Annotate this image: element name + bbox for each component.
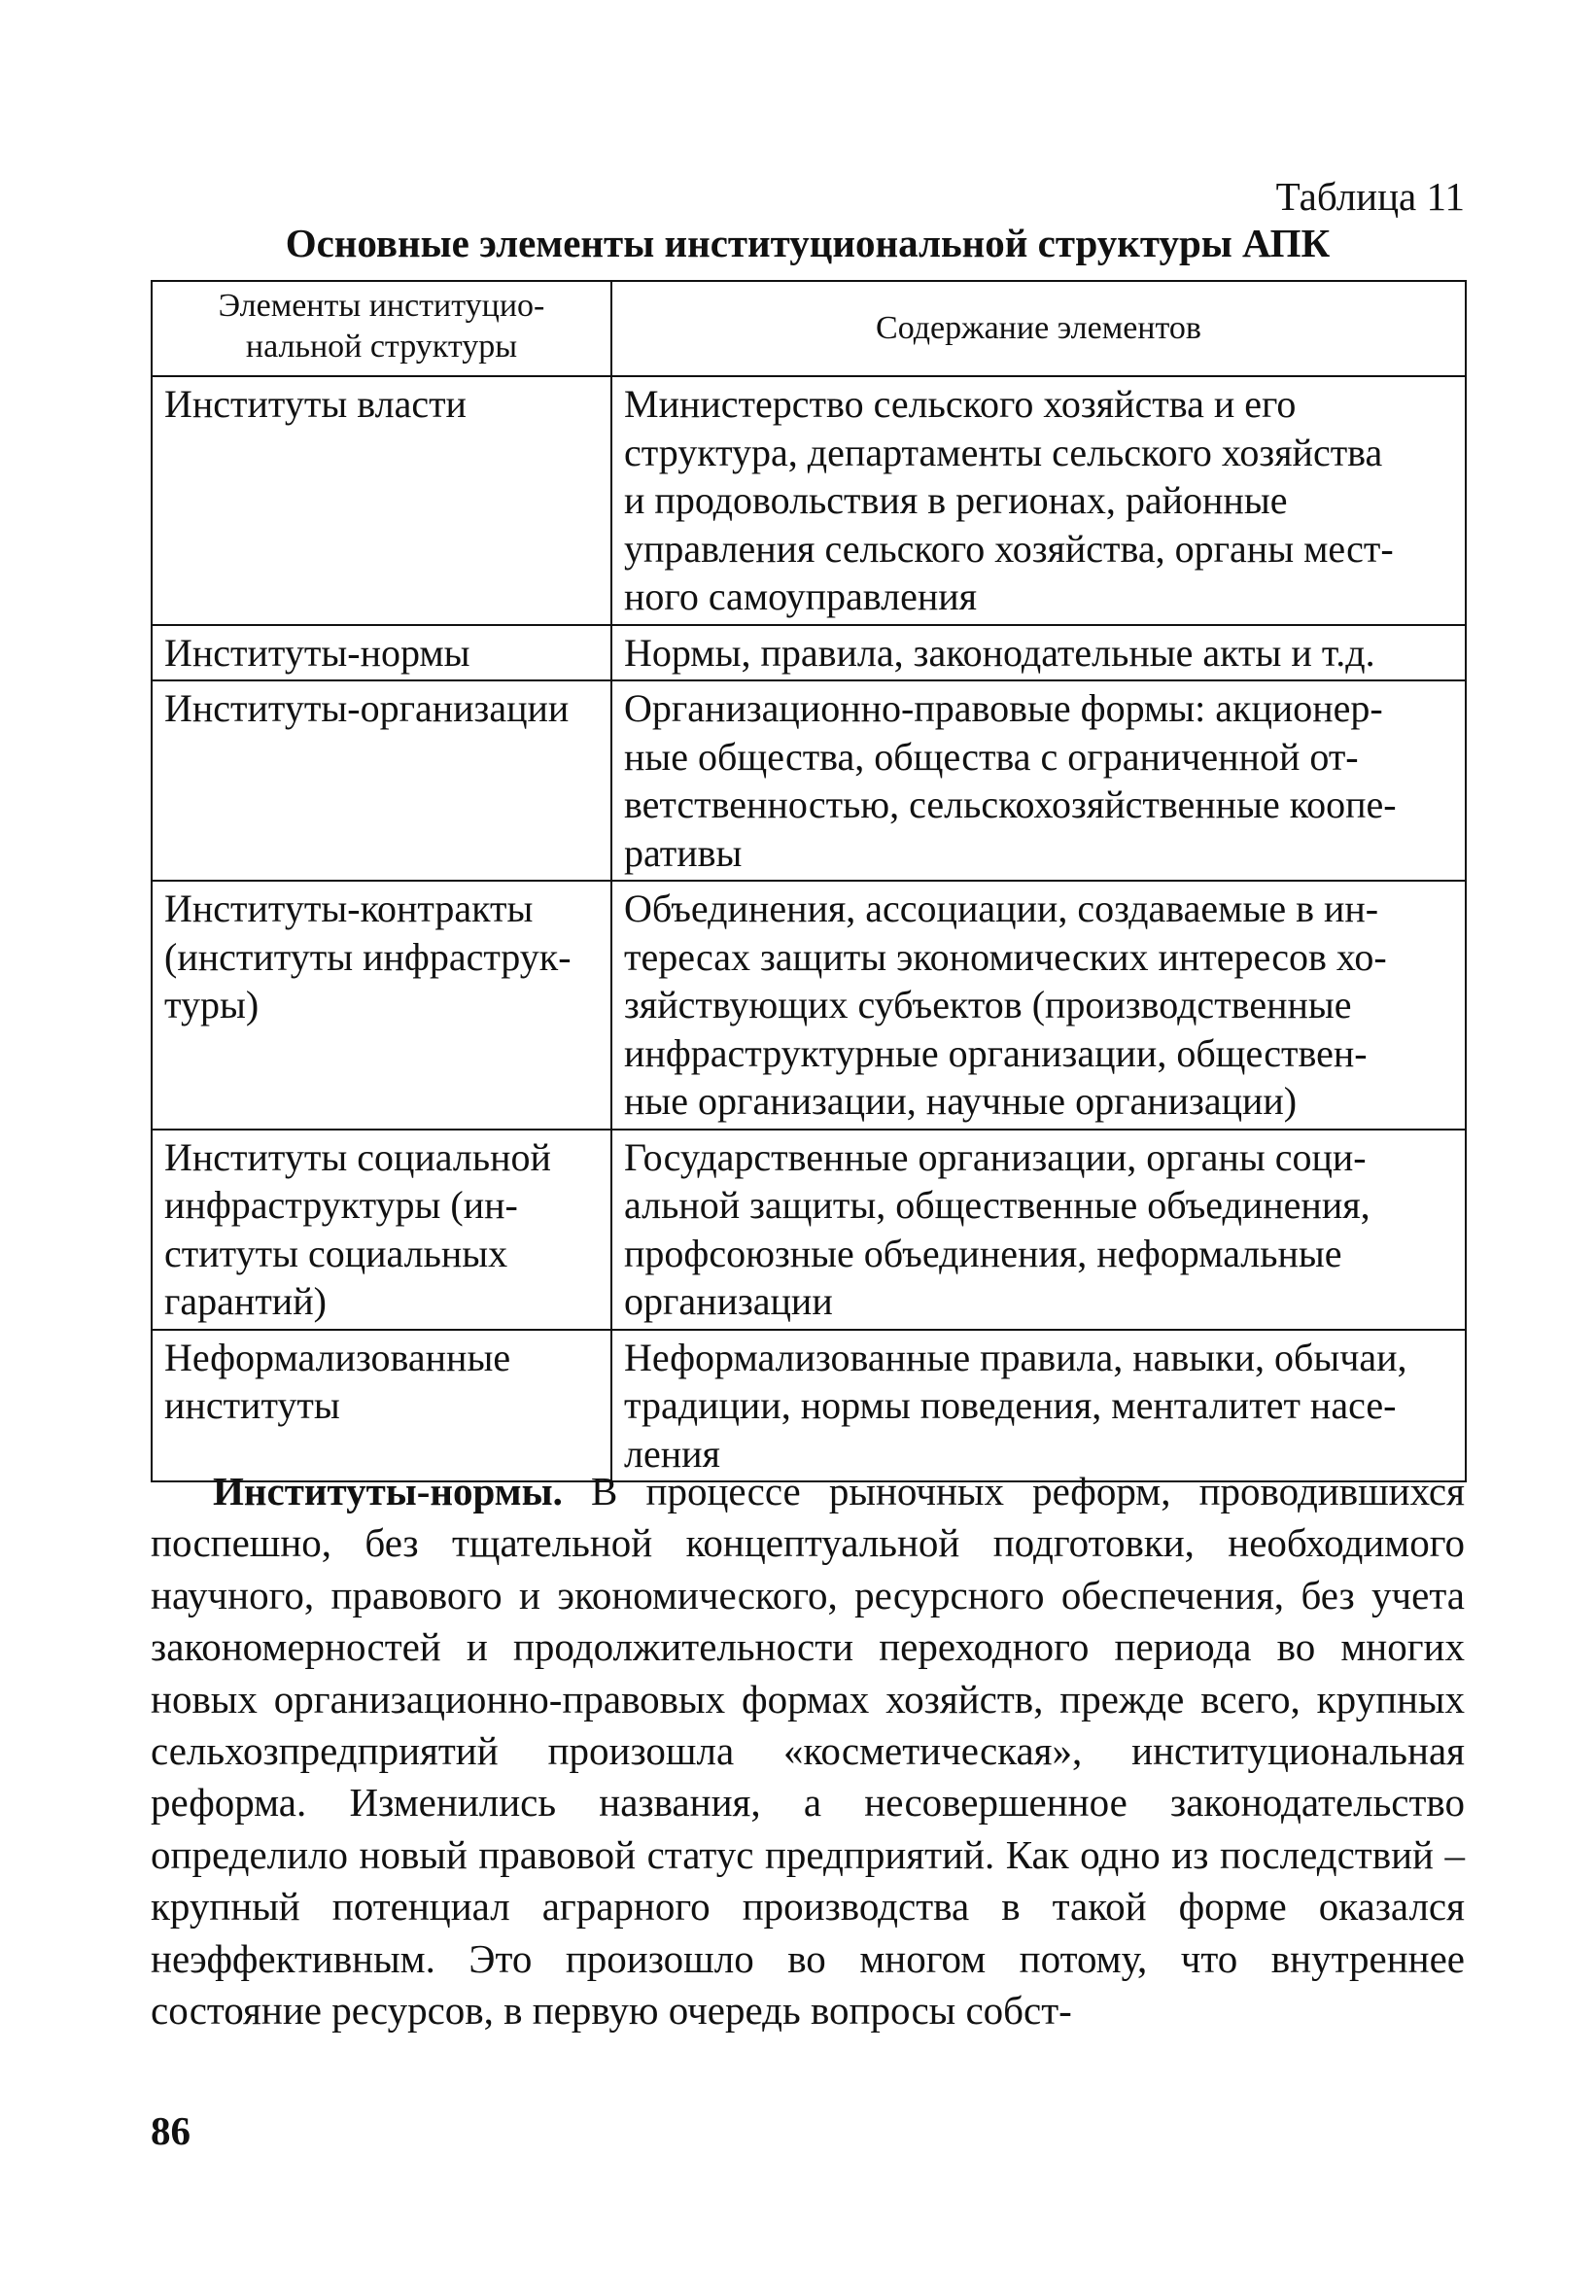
cell-element: Институты социальной инфраструктуры (ин- ституты социальных гарантий): [152, 1130, 611, 1330]
cell-content: Объединения, ассоциации, создаваемые в ин- тересах защиты экономических интересов хо- зяйствующих субъектов (производственные инфраструктурные организации, обществен- ные организации, научные организации): [611, 881, 1466, 1130]
cell-element: Неформализованные институты: [152, 1330, 611, 1482]
header-elements: [152, 281, 611, 376]
table-row: [152, 376, 1466, 625]
table-row: [152, 881, 1466, 1130]
body-paragraph: [151, 1466, 1465, 2036]
cell-content: Неформализованные правила, навыки, обычаи, традиции, нормы поведения, менталитет насе- ления: [611, 1330, 1466, 1482]
page-number: 86: [151, 2108, 191, 2153]
table-row: [152, 1330, 1466, 1482]
header-elements-text: Элементы институцио- нальной структуры: [218, 288, 545, 365]
book-page: [151, 0, 1465, 2296]
table-row: [152, 680, 1466, 881]
cell-content: Государственные организации, органы соци- альной защиты, общественные объединения, профсоюзные объединения, неформальные организации: [611, 1130, 1466, 1330]
cell-content: Министерство сельского хозяйства и его структура, департаменты сельского хозяйства и продовольствия в регионах, районные управления сельского хозяйства, органы мест- ного самоуправления: [611, 376, 1466, 625]
table-number: Таблица 11: [1275, 174, 1465, 219]
table-title: Основные элементы институциональной структуры АПК: [285, 221, 1331, 265]
cell-content: Нормы, правила, законодательные акты и т.д.: [611, 625, 1466, 681]
table-row: [152, 625, 1466, 681]
cell-element: Институты-контракты (институты инфраструк- туры): [152, 881, 611, 1130]
paragraph-text: В процессе рыночных реформ, проводившихся поспешно, без тщательной концептуальной подготовки, необходимого научного, правового и экономического, ресурсного обеспечения, без учета закономерностей и продолжительности переходного периода во многих новых организационно-правовых формах хозяйств, прежде всего, крупных сельхозпредприятий произошла «косметическая», институциональная реформа. Изменились названия, а несовершенное законодательство определило новый правовой статус предприятий. Как одно из последствий – крупный потенциал аграрного производства в такой форме оказался неэффективным. Это произошло во многом потому, что внутреннее состояние ресурсов, в первую очередь вопросы собст-: [151, 1469, 1465, 2034]
paragraph-lead: Институты-нормы.: [213, 1469, 563, 1513]
cell-element: Институты власти: [152, 376, 611, 625]
table-header-row: [152, 281, 1466, 376]
table-row: [152, 1130, 1466, 1330]
cell-element: Институты-организации: [152, 680, 611, 881]
cell-element: Институты-нормы: [152, 625, 611, 681]
header-content: Содержание элементов: [611, 281, 1466, 376]
institutional-structure-table: [151, 280, 1467, 1482]
cell-content: Организационно-правовые формы: акционер- ные общества, общества с ограниченной от- ветственностью, сельскохозяйственные коопе- ративы: [611, 680, 1466, 881]
